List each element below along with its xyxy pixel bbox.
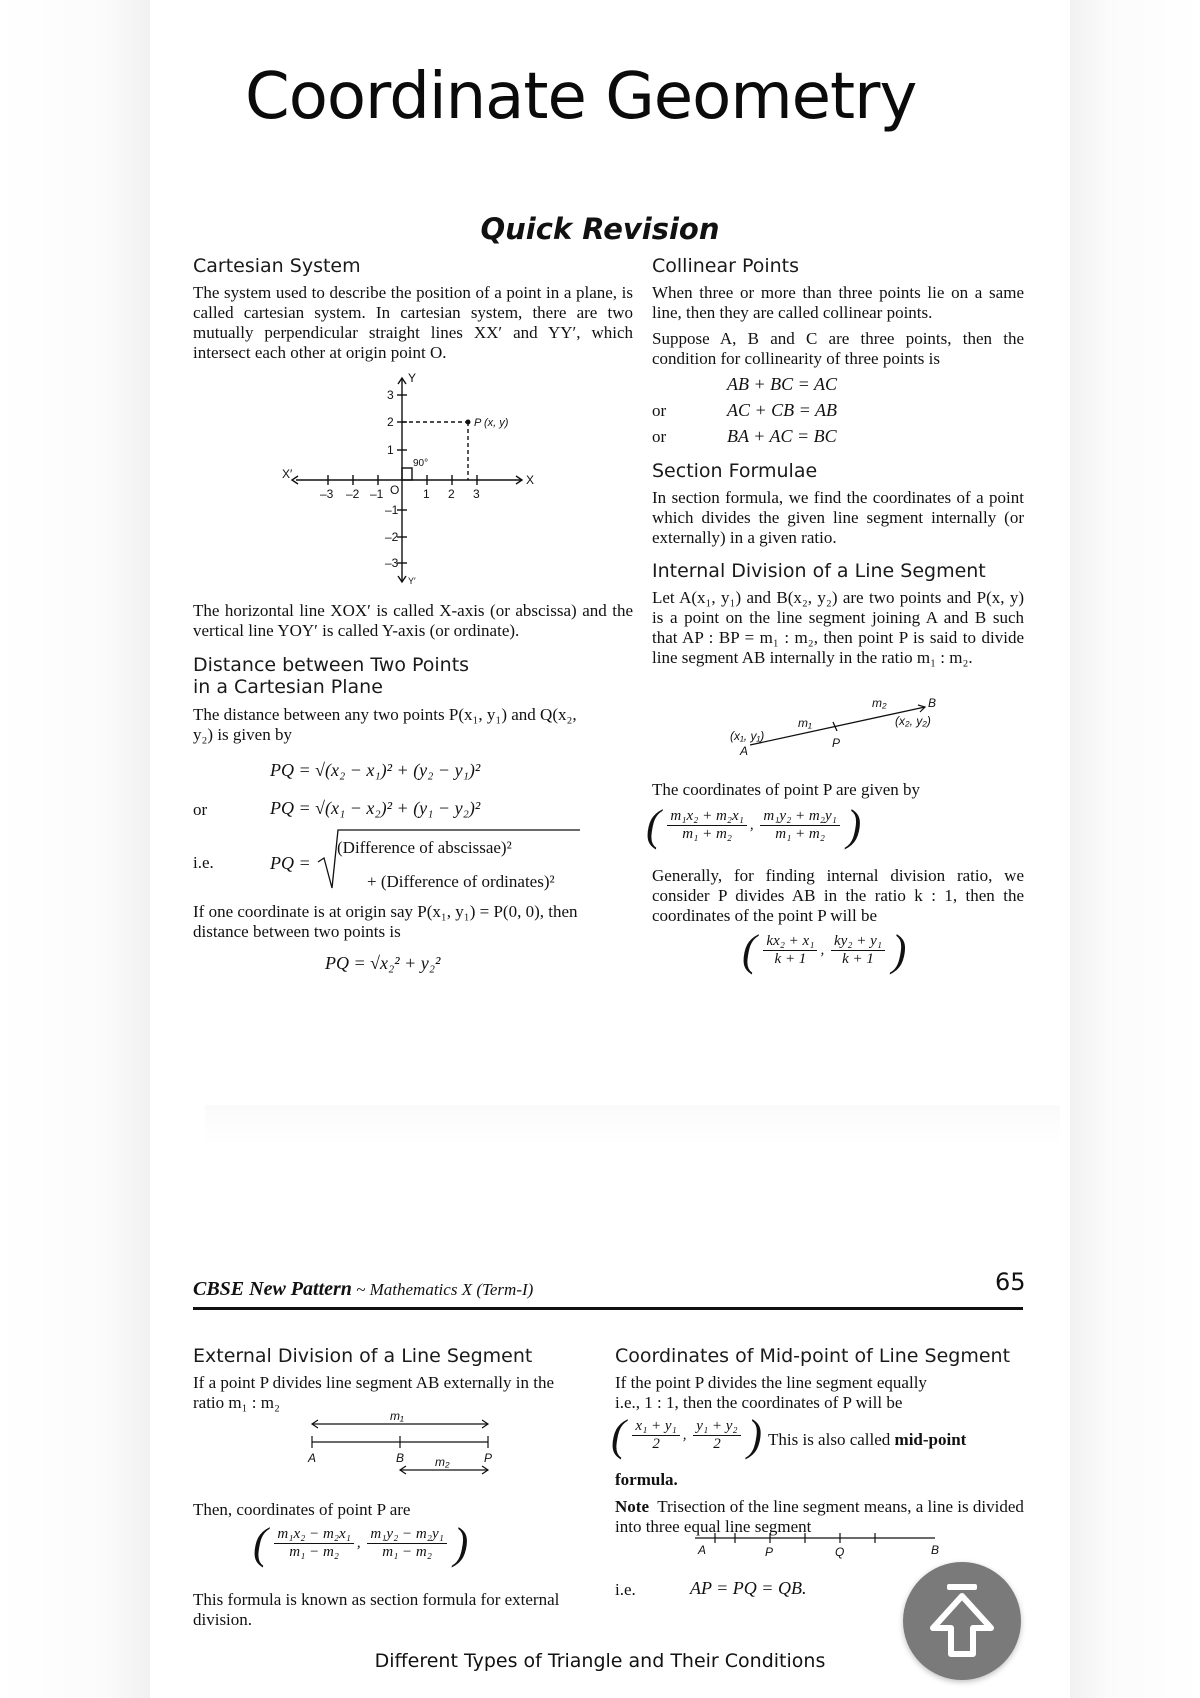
origin-label: O (390, 483, 400, 497)
fraction-y (367, 1526, 446, 1561)
internal-division-figure (720, 695, 960, 760)
book-subject: Mathematics X (Term-I) (369, 1280, 534, 1299)
cartesian-graph (282, 370, 535, 590)
y-tick-label: –3 (385, 556, 399, 570)
paren-open: ( (742, 926, 757, 975)
point-p-label: P (x, y) (474, 417, 509, 429)
external-fig-m1: m₁ (390, 1409, 404, 1423)
fraction-y (760, 808, 839, 843)
note-text: Trisection of the line segment means, a line is divided into three equal line segment (615, 1497, 1024, 1536)
heading-collinear: Collinear Points (652, 255, 800, 277)
heading-midpoint: Coordinates of Mid-point of Line Segment (615, 1345, 1011, 1367)
x-axis-label: X (526, 473, 535, 487)
book-footer (193, 1278, 533, 1301)
frac-den: k + 1 (842, 951, 874, 967)
x-neg-axis-label: X′ (282, 467, 293, 481)
collinear-or1: or (652, 401, 667, 420)
fraction-kx (763, 933, 817, 968)
frac-den: m₁ − m₂ (382, 1544, 432, 1560)
distance-eq2: PQ = √(x₁ − x₂)² + (y₁ − y₂)² (270, 798, 481, 818)
frac-num: y₁ + y₂ (693, 1418, 740, 1436)
page-break-band (205, 1105, 1060, 1145)
external-text: If a point P divides line segment AB externally in the ratio m₁ : m₂ (193, 1373, 555, 1412)
trisection-eq: AP = PQ = QB. (690, 1578, 807, 1598)
paren-close: ) (747, 1411, 763, 1460)
midpoint-after-pre: This is also called (768, 1430, 895, 1449)
x-tick-label: –3 (320, 487, 334, 501)
frac-den: k + 1 (774, 951, 807, 967)
heading-distance-line1: Distance between Two Points (193, 654, 470, 676)
y-tick-label: –1 (385, 503, 399, 517)
frac-num: kx₂ + x₁ (763, 933, 817, 951)
page-title: Coordinate Geometry (245, 60, 917, 134)
heading-external: External Division of a Line Segment (193, 1345, 533, 1367)
x-tick-label: 3 (473, 487, 480, 501)
distance-origin-text: If one coordinate is at origin say P(x₁, y₁) = P(0, 0), then distance between two points is (193, 902, 578, 941)
footer-rule (193, 1307, 1023, 1310)
midpoint-after (768, 1430, 966, 1450)
frac-den: m₁ − m₂ (289, 1544, 339, 1560)
note-label: Note (615, 1497, 649, 1516)
paren-close: ) (891, 926, 907, 975)
heading-section: Section Formulae (652, 460, 818, 482)
heading-cartesian: Cartesian System (193, 255, 361, 277)
section-text: In section formula, we find the coordinates of a point which divides the given line segment internally (or externally) in a given ratio. (652, 488, 1024, 547)
frac-num: ky₂ + y₁ (831, 933, 885, 951)
internal-fig-b-coord: (x₂, y₂) (895, 714, 931, 728)
book-title: CBSE New Pattern (193, 1278, 352, 1300)
internal-coords-text: The coordinates of point P are given by (652, 780, 920, 799)
frac-num: m₁x₂ + m₂x₁ (667, 808, 746, 826)
internal-fig-b: B (928, 696, 937, 710)
x-tick-label: 1 (423, 487, 430, 501)
frac-den: m₁ + m₂ (682, 826, 732, 842)
paren-open: ( (253, 1519, 268, 1568)
x-tick-label: 2 (448, 487, 455, 501)
external-fig-p: P (484, 1451, 493, 1465)
external-fig-b: B (396, 1451, 405, 1465)
x-tick-label: –1 (370, 487, 384, 501)
external-then-text: Then, coordinates of point P are (193, 1500, 411, 1519)
y-tick-label: 2 (387, 415, 394, 429)
collinear-eq1: AB + BC = AC (727, 374, 837, 394)
internal-text: Let A(x₁, y₁) and B(x₂, y₂) are two points and P(x, y) is a point on the line segment joining A and B such that AP : BP = m₁ : m₂, then point P is said to divide line segment AB internally in the ratio m₁ : m₂. (652, 588, 1024, 667)
distance-intro: The distance between any two points P(x₁, y₁) and Q(x₂, y₂) is given by (193, 705, 577, 744)
collinear-eq3: BA + AC = BC (727, 426, 837, 446)
page-number: 65 (995, 1268, 1026, 1296)
frac-den: 2 (713, 1436, 721, 1452)
trisection-b: B (931, 1543, 940, 1557)
frac-num: m₁y₂ + m₂y₁ (760, 808, 839, 826)
midpoint-after-bold2: formula. (615, 1470, 678, 1489)
heading-internal: Internal Division of a Line Segment (652, 560, 986, 582)
external-division-figure (300, 1409, 500, 1480)
frac-num: m₁x₂ − m₂x₁ (274, 1526, 353, 1544)
trisection-figure (695, 1530, 945, 1560)
y-tick-label: 3 (387, 388, 394, 402)
distance-eq3-line1: (Difference of abscissae)² (337, 838, 512, 857)
collinear-eq2: AC + CB = AB (727, 400, 837, 420)
paren-close: ) (846, 801, 862, 850)
trisection-q: Q (835, 1545, 845, 1559)
internal-general-text: Generally, for finding internal division ratio, we consider P divides AB in the ratio k : 1, then the coordinates of the point P will be (652, 866, 1024, 925)
paren-close: ) (453, 1519, 469, 1568)
fraction-x (667, 808, 746, 843)
frac-den: m₁ + m₂ (775, 826, 825, 842)
midpoint-formula: ( $\frac{\text{x₁ + y₁}}{2}$ , $\frac{\text{y₁ + y₂}}{2}$ ) (611, 1411, 763, 1460)
external-formula: ( $\frac{\text{m₁x₂ − m₂x₁}}{\text{m₁ − m₂}}$ , $\frac{\text{m₁y₂ − m₂y₁}}{\text{m₁ − m₂}}$ ) (253, 1519, 469, 1568)
cartesian-text: The system used to describe the position of a point in a plane, is called cartesian system. In cartesian system, there are two mutually perpendicular straight lines XX′ and YY′, which intersect each other at origin point O. (193, 283, 633, 362)
distance-eq4: PQ = √x₂² + y₂² (325, 953, 441, 973)
external-fig-a: A (308, 1451, 317, 1465)
internal-fig-a-coord: (x₁, y₁) (730, 729, 765, 743)
page-shadow-left (0, 0, 150, 1698)
fraction-x (632, 1418, 679, 1453)
fraction-ky (831, 933, 885, 968)
midpoint-after-bold: mid-point (894, 1430, 967, 1449)
collinear-or2: or (652, 427, 667, 446)
internal-fig-m2: m₂ (872, 696, 887, 710)
axes-description: The horizontal line XOX′ is called X-axis (or abscissa) and the vertical line YOY′ is called Y-axis (or ordinate). (193, 601, 633, 640)
internal-fig-m1: m₁ (798, 716, 812, 730)
distance-eq3-lhs: PQ = (270, 853, 311, 873)
trisection-p: P (765, 1545, 774, 1559)
heading-distance-line2: in a Cartesian Plane (193, 676, 383, 698)
y-tick-label: –2 (385, 530, 399, 544)
external-fig-m2: m₂ (435, 1455, 450, 1469)
internal-formula: ( $\frac{\text{m₁x₂ + m₂x₁}}{\text{m₁ + m₂}}$ , $\frac{\text{m₁y₂ + m₂y₁}}{\text{m₁ + m₂}}$ ) (646, 801, 862, 850)
point-p (466, 420, 471, 425)
paren-open: ( (611, 1411, 626, 1460)
frac-den: 2 (652, 1436, 660, 1452)
internal-fig-a: A (740, 744, 749, 758)
frac-num: m₁y₂ − m₂y₁ (367, 1526, 446, 1544)
fraction-x (274, 1526, 353, 1561)
distance-eq1: PQ = √(x₂ − x₁)² + (y₂ − y₁)² (270, 760, 481, 780)
internal-k-formula: ( $\frac{\text{kx₂ + x₁}}{k + 1}$ , $\frac{\text{ky₂ + y₁}}{k + 1}$ ) (742, 926, 907, 975)
distance-ie: i.e. (193, 853, 214, 872)
next-topic-link[interactable]: Different Types of Triangle and Their Conditions (374, 1650, 826, 1672)
section-subtitle: Quick Revision (480, 212, 720, 246)
y-tick-label: 1 (387, 443, 394, 457)
distance-or: or (193, 800, 208, 819)
y-neg-axis-label: Y′ (408, 576, 416, 586)
distance-eq3-line2: + (Difference of ordinates)² (367, 872, 555, 891)
page-shadow-right (1070, 0, 1200, 1698)
frac-num: x₁ + y₁ (632, 1418, 679, 1436)
x-tick-label: –2 (346, 487, 360, 501)
collinear-text1: When three or more than three points lie on a same line, then they are called collinear points. (652, 283, 1024, 322)
midpoint-text: If the point P divides the line segment equally i.e., 1 : 1, then the coordinates of P will be (615, 1373, 927, 1412)
collinear-text2: Suppose A, B and C are three points, then the condition for collinearity of three points is (652, 329, 1024, 368)
trisection-ie: i.e. (615, 1580, 636, 1599)
external-known-text: This formula is known as section formula for external division. (193, 1590, 560, 1629)
y-axis-label: Y (408, 371, 417, 385)
fraction-y (693, 1418, 740, 1453)
internal-fig-p: P (832, 736, 841, 750)
paren-open: ( (646, 801, 661, 850)
right-angle-mark (402, 468, 412, 480)
footer-sep: ~ (351, 1280, 370, 1299)
angle-label: 90° (413, 458, 429, 469)
trisection-a: A (698, 1543, 707, 1557)
